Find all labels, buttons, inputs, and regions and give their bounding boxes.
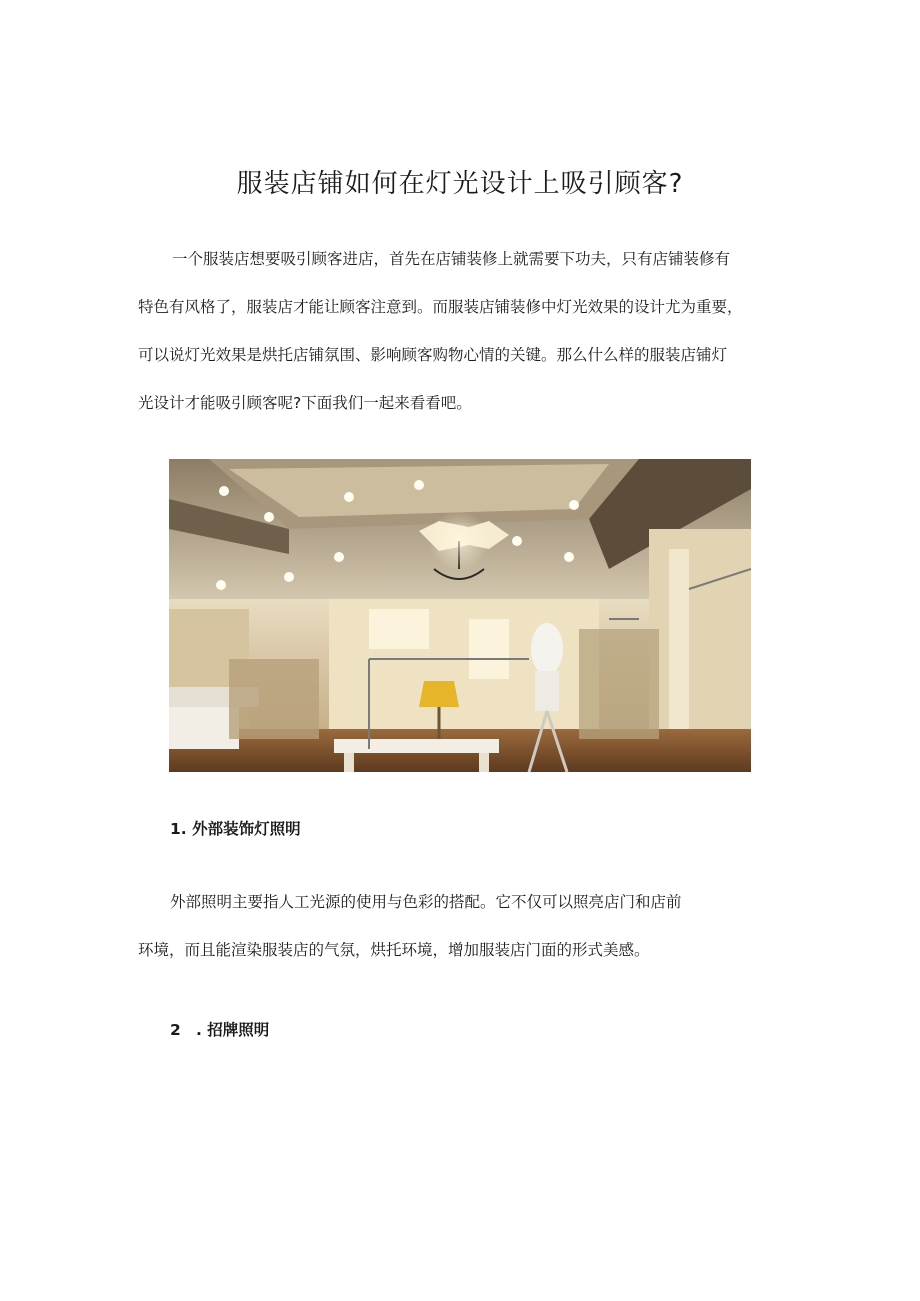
section-1-heading: 1. 外部装饰灯照明 (170, 820, 301, 838)
intro-line-4: 光设计才能吸引顾客呢?下面我们一起来看看吧。 (138, 394, 472, 412)
section-1-line-2: 环境，而且能渲染服装店的气氛，烘托环境，增加服装店门面的形式美感。 (138, 941, 650, 959)
intro-line-2: 特色有风格了，服装店才能让顾客注意到。而服装店铺装修中灯光效果的设计尤为重要， (138, 298, 743, 316)
intro-line-1: 一个服装店想要吸引顾客进店，首先在店铺装修上就需要下功夫，只有店铺装修有 (172, 250, 731, 268)
section-1-paragraph (138, 878, 798, 974)
article-title: 服装店铺如何在灯光设计上吸引顾客? (236, 169, 684, 199)
store-interior-photo (169, 459, 751, 772)
section-1-line-1: 外部照明主要指人工光源的使用与色彩的搭配。它不仅可以照亮店门和店前 (170, 893, 682, 911)
section-2-heading (170, 1018, 269, 1042)
intro-paragraph (138, 235, 798, 427)
section-2-title: . 招牌照明 (196, 1021, 270, 1039)
store-interior-illustration (169, 459, 751, 772)
section-2-number: 2 (170, 1021, 181, 1039)
intro-line-3: 可以说灯光效果是烘托店铺氛围、影响顾客购物心情的关键。那么什么样的服装店铺灯 (138, 346, 728, 364)
